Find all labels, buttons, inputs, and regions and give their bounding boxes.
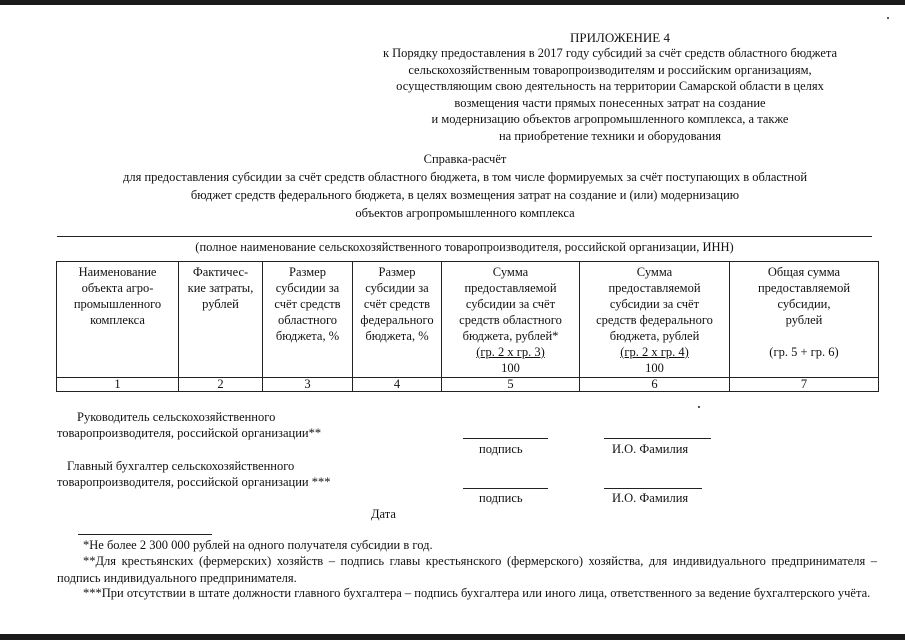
accountant-title-line2: товаропроизводителя, российской организации *** [57, 475, 331, 489]
head-signature-field [463, 438, 548, 439]
head-title-line1: Руководитель сельскохозяйственного [77, 410, 276, 424]
column-number: 5 [442, 378, 580, 392]
footnote-3: ***При отсутствии в штате должности главного бухгалтера – подпись бухгалтера или иного лица, ответственного за ведение бухгалтерского учёта. [83, 586, 871, 600]
table-header-row [57, 262, 879, 378]
appendix-line: и модернизацию объектов агропромышленного комплекса, а также [431, 112, 789, 126]
column-number: 6 [580, 378, 730, 392]
column-number: 4 [353, 378, 442, 392]
scan-bottom-border [0, 634, 905, 640]
accountant-signature-field [463, 488, 548, 489]
formula-numerator: (гр. 2 х гр. 3) [476, 345, 545, 359]
certificate-title: Справка-расчёт [423, 152, 507, 166]
appendix-line: возмещения части прямых понесенных затрат на создание [454, 95, 766, 110]
appendix-line: на приобретение техники и оборудования [498, 128, 722, 143]
appendix-line: сельскохозяйственным товаропроизводителям и российским организациям, [408, 62, 812, 77]
head-title-line2: товаропроизводителя, российской организации** [57, 426, 322, 440]
accountant-title-line1: Главный бухгалтер сельскохозяйственного [67, 459, 295, 473]
formula-denominator: 100 [645, 361, 664, 375]
header-regional-rate: Размер субсидии за счёт средств областного бюджета, % [263, 262, 353, 378]
certificate-line: бюджет средств федерального бюджета, в целях возмещения затрат на создание и (или) модернизацию [190, 188, 740, 202]
footnote-separator [78, 534, 212, 535]
head-name-label: И.О. Фамилия [612, 442, 689, 456]
footnote-1: *Не более 2 300 000 рублей на одного получателя субсидии в год. [83, 538, 433, 552]
appendix-reference [330, 45, 890, 144]
accountant-name-field [604, 488, 702, 489]
column-number: 1 [57, 378, 179, 392]
appendix-line: к Порядку предоставления в 2017 году субсидий за счёт средств областного бюджета [382, 46, 838, 60]
footnote-2: **Для крестьянских (фермерских) хозяйств – подпись главы крестьянского (фермерского) хозяйства, для индивидуального предпринимателя – подпись индивидуального предпринимателя. [57, 554, 877, 585]
org-name-caption: (полное наименование сельскохозяйственного товаропроизводителя, российской организации, ИНН) [195, 240, 734, 254]
column-number: 7 [730, 378, 879, 392]
header-regional-amount: Сумма предоставляемой субсидии за счёт средств областного бюджета, рублей* (гр. 2 х гр. 3) 100 [442, 262, 580, 378]
scan-speck [698, 406, 700, 408]
certificate-line: для предоставления субсидии за счёт средств областного бюджета, в том числе формируемых за счёт поступающих в областной [122, 170, 808, 184]
org-name-field-line [57, 236, 872, 237]
head-signature-label: подпись [479, 442, 523, 456]
header-federal-amount: Сумма предоставляемой субсидии за счёт средств федерального бюджета, рублей (гр. 2 х гр. 4) 100 [580, 262, 730, 378]
header-actual-costs: Фактичес- кие затраты, рублей [179, 262, 263, 378]
header-object-name: Наименование объекта агро- промышленного комплекса [57, 262, 179, 378]
scan-speck [887, 17, 889, 19]
appendix-title: ПРИЛОЖЕНИЕ 4 [570, 30, 670, 45]
column-number: 3 [263, 378, 353, 392]
calculation-table [56, 261, 879, 392]
accountant-name-label: И.О. Фамилия [612, 491, 689, 505]
table-row [57, 378, 879, 392]
formula-sum: (гр. 5 + гр. 6) [769, 345, 839, 359]
date-label: Дата [371, 507, 396, 521]
appendix-line: осуществляющим свою деятельность на территории Самарской области в целях [396, 79, 824, 93]
certificate-line: объектов агропромышленного комплекса [355, 206, 575, 220]
formula-denominator: 100 [501, 361, 520, 375]
scan-top-border [0, 0, 905, 5]
header-federal-rate: Размер субсидии за счёт средств федерального бюджета, % [353, 262, 442, 378]
formula-numerator: (гр. 2 х гр. 4) [620, 345, 689, 359]
column-number: 2 [179, 378, 263, 392]
accountant-signature-label: подпись [479, 491, 523, 505]
header-total-amount: Общая сумма предоставляемой субсидии, рублей (гр. 5 + гр. 6) [730, 262, 879, 378]
head-name-field [604, 438, 711, 439]
certificate-heading [60, 150, 870, 222]
